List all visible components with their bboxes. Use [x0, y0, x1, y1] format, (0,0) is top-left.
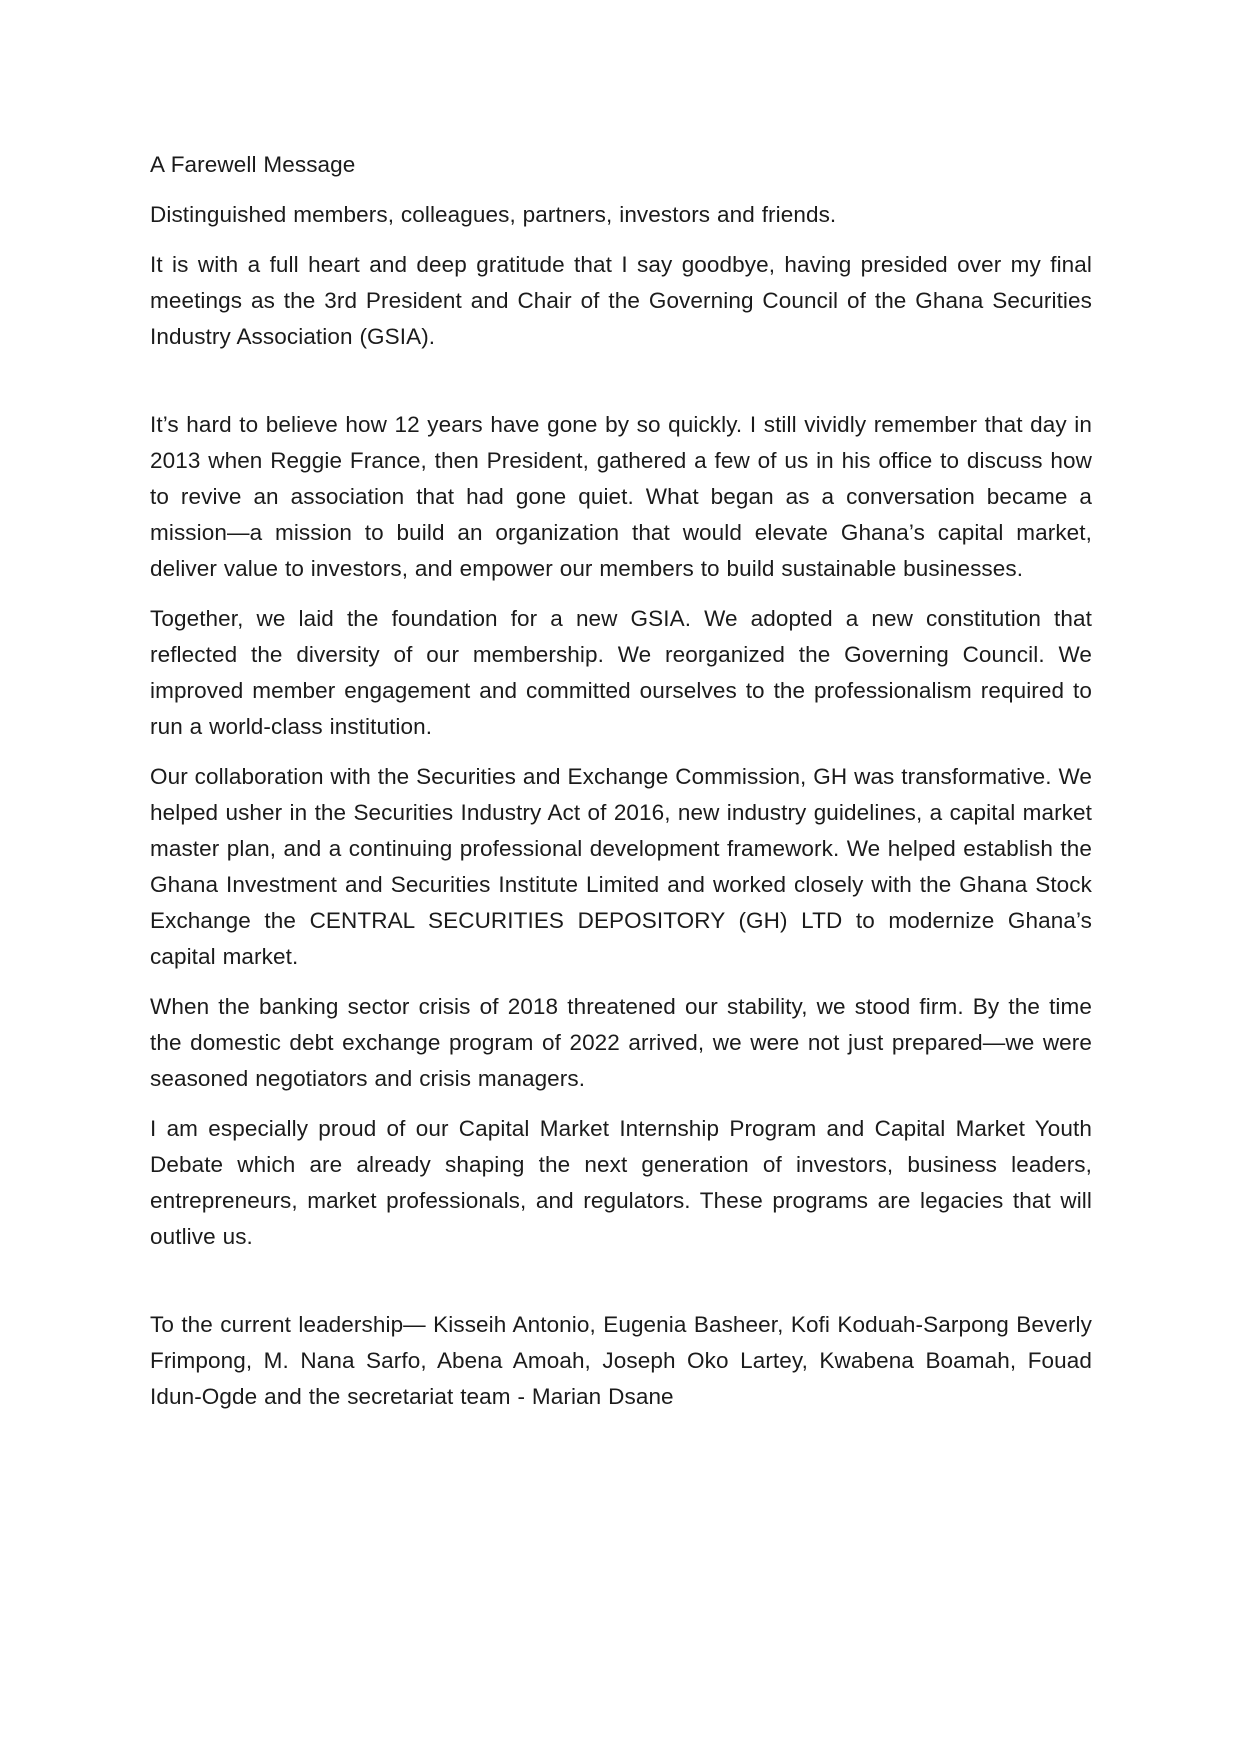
paragraph-spacer — [150, 369, 1092, 407]
paragraph-history: It’s hard to believe how 12 years have gone by so quickly. I still vividly remember that day in 2013 when Reggie France, then President, gathered a few of us in his office to discuss how to revive an association that had gone quiet. What began as a conversation became a mission—a mission to build an organization that would elevate Ghana’s capital market, deliver value to investors, and empower our members to build sustainable businesses. — [150, 412, 1092, 581]
paragraph-gratitude: It is with a full heart and deep gratitude that I say goodbye, having presided over my final meetings as the 3rd President and Chair of the Governing Council of the Ghana Securities Industry Association (GSIA). — [150, 252, 1092, 349]
paragraph-leadership: To the current leadership— Kisseih Antonio, Eugenia Basheer, Kofi Koduah-Sarpong Beverly Frimpong, M. Nana Sarfo, Abena Amoah, Joseph Oko Lartey, Kwabena Boamah, Fouad Idun-Ogde and the secretariat team - Marian Dsane — [150, 1312, 1092, 1409]
paragraph-programs: I am especially proud of our Capital Market Internship Program and Capital Market Youth Debate which are already shaping the next generation of investors, business leaders, entrepreneurs, market professionals, and regulators. These programs are legacies that will outlive us. — [150, 1116, 1092, 1249]
paragraph-collaboration: Our collaboration with the Securities and Exchange Commission, GH was transformative. We helped usher in the Securities Industry Act of 2016, new industry guidelines, a capital market master plan, and a continuing professional development framework. We helped establish the Ghana Investment and Securities Institute Limited and worked closely with the Ghana Stock Exchange the CENTRAL SECURITIES DEPOSITORY (GH) LTD to modernize Ghana’s capital market. — [150, 764, 1092, 969]
document-title: A Farewell Message — [150, 152, 356, 177]
paragraph-spacer — [150, 1269, 1092, 1307]
paragraph-crisis: When the banking sector crisis of 2018 threatened our stability, we stood firm. By the time the domestic debt exchange program of 2022 arrived, we were not just prepared—we were seasoned negotiators and crisis managers. — [150, 994, 1092, 1091]
salutation-paragraph: Distinguished members, colleagues, partners, investors and friends. — [150, 202, 837, 227]
paragraph-foundation: Together, we laid the foundation for a new GSIA. We adopted a new constitution that reflected the diversity of our membership. We reorganized the Governing Council. We improved member engagement and committed ourselves to the professionalism required to run a world-class institution. — [150, 606, 1092, 739]
document-body — [150, 147, 1092, 1415]
